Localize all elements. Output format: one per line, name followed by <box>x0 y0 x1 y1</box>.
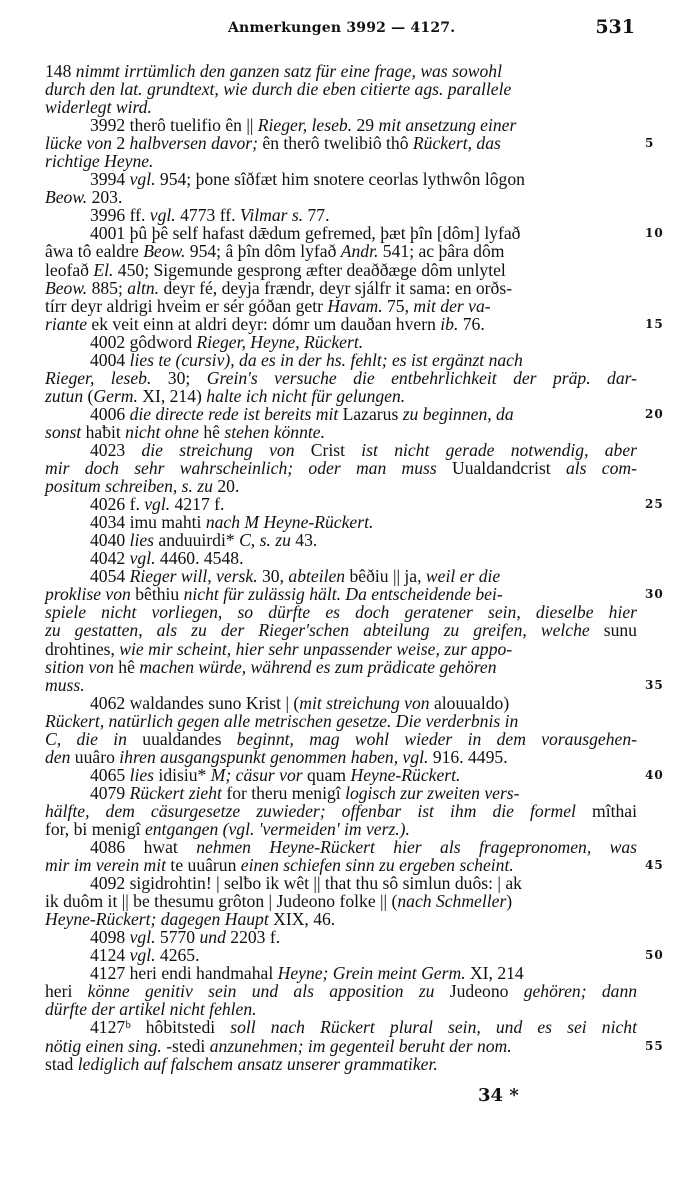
italic-segment: proklise von <box>45 584 131 605</box>
roman-segment: heri <box>45 981 88 1002</box>
text-line <box>45 1018 637 1036</box>
italic-segment: den <box>45 746 71 767</box>
roman-segment: 148 <box>45 61 76 81</box>
roman-segment: anduuirdi* <box>154 530 240 551</box>
italic-segment: ib. <box>440 313 459 334</box>
italic-segment: anzunehmen; im gegenteil beruht der nom. <box>209 1035 512 1056</box>
italic-segment: nötig einen sing. <box>45 1035 162 1056</box>
italic-segment: vgl. <box>149 205 176 226</box>
italic-segment: sition von <box>45 656 114 677</box>
italic-segment: Havam. <box>327 295 383 316</box>
line-number: 45 <box>645 858 664 873</box>
line-number: 25 <box>645 497 664 512</box>
text-line <box>45 764 664 785</box>
italic-segment: dürfte der artikel nicht fehlen. <box>45 999 257 1020</box>
running-title: Anmerkungen 3992 — 4127. <box>228 20 456 36</box>
line-number: 15 <box>645 316 664 331</box>
line-number: 20 <box>645 406 664 421</box>
roman-segment: ek veit einn at aldri deyr: dómr um dauðan hvern <box>87 313 441 334</box>
roman-segment: hê <box>113 656 140 677</box>
italic-segment: El. <box>93 259 114 280</box>
page-number: 531 <box>595 16 635 38</box>
italic-segment: Beow. <box>143 241 186 262</box>
roman-segment: 4124 <box>90 945 130 966</box>
roman-segment: 77. <box>303 205 330 226</box>
text-line <box>45 658 637 676</box>
italic-segment: die streichung von <box>141 439 295 460</box>
italic-segment: Rieger will, versk. <box>129 566 258 587</box>
text-line <box>45 261 637 279</box>
roman-segment: 4265. <box>155 945 200 966</box>
roman-segment: uualdandes <box>126 728 237 749</box>
line-number: 40 <box>645 767 664 782</box>
text-line <box>45 423 637 441</box>
text-line <box>45 567 637 585</box>
text-line <box>45 1035 664 1056</box>
italic-segment: halbversen davor; <box>129 133 259 154</box>
italic-segment: abteilen <box>288 566 346 587</box>
text-line <box>45 477 637 495</box>
roman-segment: 4004 <box>90 349 130 370</box>
italic-segment: Andr. <box>340 241 379 262</box>
italic-segment: durch den lat. grundtext, wie durch die eben citierte ags. parallele <box>45 79 512 100</box>
italic-segment: sonst <box>45 421 82 442</box>
text-line <box>45 98 637 116</box>
text-line <box>45 80 637 98</box>
italic-segment: nach Schmeller <box>397 891 507 912</box>
roman-segment: 4054 <box>90 566 130 587</box>
text-line <box>45 459 637 477</box>
italic-segment: lediglich auf falschem ansatz unserer grammatiker. <box>77 1053 438 1074</box>
italic-segment: die directe rede ist bereits mit <box>129 403 339 424</box>
italic-segment: riante <box>45 313 88 334</box>
italic-segment: C, s. zu <box>239 530 291 551</box>
roman-segment: 4001 þû þê self hafast dǣdum gefremed, þæt þîn [dôm] lyfað <box>90 223 521 244</box>
italic-segment: zutun <box>45 385 84 406</box>
italic-segment: einen schiefen sinn zu ergeben scheint. <box>240 855 514 876</box>
text-line <box>45 387 637 405</box>
text-line <box>45 820 637 838</box>
roman-segment: 885; <box>87 277 128 298</box>
roman-segment: 2 <box>111 133 130 154</box>
italic-segment: Heyne; Grein meint Germ. <box>277 963 466 984</box>
roman-segment: 3994 <box>90 169 130 190</box>
italic-segment: mir im verein mit <box>45 855 167 876</box>
italic-segment: altn. <box>127 277 160 298</box>
text-line <box>45 640 637 658</box>
text-line <box>45 621 637 639</box>
text-line <box>45 584 664 605</box>
roman-segment: 916. 4495. <box>428 746 508 767</box>
italic-segment: halte ich nicht für gelungen. <box>206 385 406 406</box>
italic-segment: machen würde, während es zum prädicate gehören <box>139 656 497 677</box>
roman-segment: 29 <box>352 115 379 136</box>
text-line <box>45 603 637 621</box>
text-line <box>45 297 637 315</box>
roman-segment: ) <box>506 891 513 912</box>
italic-segment: lies <box>129 764 155 785</box>
text-line <box>45 892 637 910</box>
text-line <box>45 441 637 459</box>
text-line <box>45 1055 637 1073</box>
roman-segment: 4042 <box>90 548 130 569</box>
roman-segment: 4065 <box>90 764 130 785</box>
italic-segment: lücke von <box>45 133 112 154</box>
text-line <box>45 874 637 892</box>
italic-segment: soll nach Rückert plural sein, und es sei nicht <box>230 1017 637 1038</box>
roman-segment: 76. <box>458 313 485 334</box>
italic-segment: M; cäsur vor <box>210 764 303 785</box>
text-line <box>45 188 637 206</box>
roman-segment: for, bi menigî <box>45 818 145 839</box>
italic-segment: Beow. <box>45 277 88 298</box>
signature-mark: 34 * <box>478 1085 519 1106</box>
roman-segment: alouualdo) <box>429 692 510 713</box>
roman-segment: 541; ac þâra dôm <box>378 241 505 262</box>
italic-segment: muss. <box>45 674 85 695</box>
italic-segment: zu gestatten, als zu der Rieger'schen abteilung zu greifen, welche <box>45 620 590 641</box>
roman-segment: ên therô twelibiô thô <box>258 133 413 154</box>
roman-segment: ( <box>83 385 94 406</box>
italic-segment: weil er die <box>425 566 501 587</box>
text-line <box>45 838 637 856</box>
text-line <box>45 549 637 567</box>
text-line <box>45 369 637 387</box>
italic-segment: nicht ohne <box>125 421 199 442</box>
roman-segment: XI, 214 <box>465 963 524 984</box>
italic-segment: stehen könnte. <box>224 421 325 442</box>
text-line <box>45 206 637 224</box>
italic-segment: lies te (cursiv), da es in der hs. fehlt; es ist ergänzt nach <box>129 349 523 370</box>
text-line <box>45 964 637 982</box>
text-line <box>45 748 637 766</box>
italic-segment: vgl. <box>129 548 156 569</box>
roman-segment: 954; â þîn dôm lyfað <box>185 241 341 262</box>
roman-segment: 30; <box>151 367 207 388</box>
text-line <box>45 513 637 531</box>
italic-segment: Rieger, Heyne, Rückert. <box>196 331 364 352</box>
roman-segment: 43. <box>290 530 318 551</box>
roman-segment: 20. <box>212 476 240 497</box>
page-header <box>0 14 687 44</box>
text-line <box>45 1000 637 1018</box>
line-number: 30 <box>645 587 664 602</box>
roman-segment: 4006 <box>90 403 130 424</box>
roman-segment: 4079 <box>90 782 130 803</box>
roman-segment: -stedi <box>161 1035 210 1056</box>
roman-segment: Judeono <box>434 981 524 1002</box>
roman-segment: 5770 <box>155 927 200 948</box>
text-line <box>45 242 637 260</box>
roman-segment: ik duôm it || be thesumu grôton | Judeono folke || ( <box>45 891 398 912</box>
italic-segment: Germ. <box>93 385 138 406</box>
italic-segment: Rieger, leseb. <box>45 367 152 388</box>
italic-segment: beginnt, mag wohl wieder in dem vorausgehen- <box>236 728 637 749</box>
roman-segment: leofað <box>45 259 94 280</box>
roman-segment: 4062 waldandes suno Krist | ( <box>90 692 300 713</box>
italic-segment: entgangen (vgl. 'vermeiden' im verz.). <box>144 818 410 839</box>
italic-segment: Grein's versuche die entbehrlichkeit der präp. dar- <box>206 367 637 388</box>
roman-segment: 4127 heri endi handmahal <box>90 963 278 984</box>
italic-segment: Rückert zieht <box>129 782 222 803</box>
roman-segment: 4127ᵇ hôbitstedi <box>90 1017 231 1038</box>
roman-segment: hê <box>198 421 225 442</box>
roman-segment: haƀit <box>81 421 126 442</box>
roman-segment: 4460. 4548. <box>155 548 244 569</box>
italic-segment: könne genitiv sein und als apposition zu <box>87 981 435 1002</box>
italic-segment: widerlegt wird. <box>45 97 152 118</box>
italic-segment: Heyne-Rückert. <box>350 764 461 785</box>
text-line <box>45 152 637 170</box>
italic-segment: und <box>199 927 226 948</box>
italic-segment: mit streichung von <box>299 692 430 713</box>
line-number: 5 <box>645 136 655 151</box>
text-line <box>45 170 637 188</box>
roman-segment: 4026 f. <box>90 494 145 515</box>
text-line <box>45 62 637 80</box>
italic-segment: Beow. <box>45 187 88 208</box>
roman-segment: 450; Sigemunde gesprong æfter deaððæge dôm unlytel <box>113 259 506 280</box>
text-line <box>45 945 664 966</box>
italic-segment: ist nicht gerade notwendig, aber <box>361 439 637 460</box>
text-line <box>45 694 637 712</box>
italic-segment: als com- <box>565 458 637 479</box>
text-line <box>45 855 664 876</box>
text-line <box>45 531 637 549</box>
roman-segment: mîthai <box>575 800 637 821</box>
roman-segment: quam <box>302 764 351 785</box>
roman-segment: stad <box>45 1053 78 1074</box>
italic-segment: lies <box>129 530 155 551</box>
italic-segment: logisch zur zweiten vers- <box>345 782 520 803</box>
italic-segment: richtige Heyne. <box>45 151 154 172</box>
text-line <box>45 279 637 297</box>
roman-segment: for theru menigî <box>221 782 346 803</box>
italic-segment: vgl. <box>129 945 156 966</box>
text-line <box>45 712 637 730</box>
text-line <box>45 116 637 134</box>
roman-segment: 4034 imu mahti <box>90 512 206 533</box>
italic-segment: spiele nicht vorliegen, so dürfte es doch geratener sein, dieselbe hier <box>45 602 637 623</box>
roman-segment: uuâro <box>70 746 120 767</box>
roman-segment: te uuârun <box>166 855 241 876</box>
roman-segment: idisiu* <box>154 764 211 785</box>
roman-segment: 4086 hwat <box>90 837 197 858</box>
line-number: 50 <box>645 948 664 963</box>
italic-segment: C, die in <box>45 728 127 749</box>
italic-segment: Rieger, leseb. <box>257 115 353 136</box>
roman-segment: deyr fé, deyja frændr, deyr sjálfr it sama: en orðs- <box>159 277 513 298</box>
roman-segment: bêthiu <box>130 584 184 605</box>
text-line <box>45 333 637 351</box>
text-line <box>45 802 637 820</box>
annotation-text <box>45 61 664 1074</box>
roman-segment: 4040 <box>90 530 130 551</box>
italic-segment: nimmt irrtümlich den ganzen satz für eine frage, was sowohl <box>75 61 502 81</box>
text-line <box>45 784 637 802</box>
text-line <box>45 674 664 695</box>
roman-segment: tírr deyr aldrigi hveim er sér góðan getr <box>45 295 328 316</box>
roman-segment: 954; þone sîðfæt him snotere ceorlas lythwôn lôgon <box>155 169 525 190</box>
italic-segment: Rückert, das <box>412 133 501 154</box>
italic-segment: gehören; dann <box>523 981 638 1002</box>
italic-segment: vgl. <box>129 169 156 190</box>
roman-segment: 3996 ff. <box>90 205 150 226</box>
italic-segment: zu beginnen, da <box>402 403 514 424</box>
text-line <box>45 133 655 154</box>
roman-segment: Lazarus <box>338 403 403 424</box>
roman-segment: 4092 sigidrohtin! | selƀo ik wêt || that thu sô simlun duôs: | ak <box>90 873 522 894</box>
italic-segment: vgl. <box>129 927 156 948</box>
roman-segment: 2203 f. <box>225 927 281 948</box>
roman-segment: 4002 gôdword <box>90 331 197 352</box>
text-line <box>45 313 664 334</box>
roman-segment: 3992 therô tuelifio ên || <box>90 115 258 136</box>
roman-segment: 4098 <box>90 927 130 948</box>
roman-segment: 75, <box>382 295 414 316</box>
roman-segment: 30, <box>257 566 289 587</box>
text-line <box>45 351 637 369</box>
italic-segment: mir doch sehr wahrscheinlich; oder man muss <box>45 458 437 479</box>
italic-segment: mit der va- <box>413 295 491 316</box>
text-line <box>45 223 664 244</box>
roman-segment: Crist <box>294 439 362 460</box>
text-line <box>45 403 664 424</box>
text-line <box>45 928 637 946</box>
roman-segment: 4023 <box>90 439 142 460</box>
line-number: 35 <box>645 677 664 692</box>
roman-segment: Uualdandcrist <box>436 458 566 479</box>
italic-segment: hälfte, dem cäsurgesetze zuwieder; offenbar ist ihm die formel <box>45 800 576 821</box>
roman-segment: XIX, 46. <box>268 909 336 930</box>
roman-segment: âwa tô ealdre <box>45 241 144 262</box>
italic-segment: Vilmar s. <box>239 205 304 226</box>
roman-segment: 4217 f. <box>170 494 225 515</box>
text-line <box>45 982 637 1000</box>
italic-segment: nehmen Heyne-Rückert hier als fragepronomen, was <box>196 837 638 858</box>
italic-segment: Rückert, natürlich gegen alle metrischen gesetze. Die verderbnis in <box>45 710 519 731</box>
roman-segment: sunu <box>589 620 637 641</box>
italic-segment: nach M Heyne-Rückert. <box>205 512 374 533</box>
roman-segment: bêðiu || ja, <box>345 566 426 587</box>
text-line <box>45 494 664 515</box>
italic-segment: ihren ausgangspunkt genommen haben, vgl. <box>119 746 429 767</box>
roman-segment: 203. <box>87 187 123 208</box>
text-line <box>45 730 637 748</box>
italic-segment: vgl. <box>144 494 171 515</box>
roman-segment: 4773 ff. <box>175 205 240 226</box>
italic-segment: Heyne-Rückert; dagegen Haupt <box>45 909 269 930</box>
italic-segment: positum schreiben, s. zu <box>45 476 213 497</box>
line-number: 10 <box>645 226 664 241</box>
text-line <box>45 910 637 928</box>
roman-segment: drohtines, <box>45 638 120 659</box>
roman-segment: XI, 214) <box>137 385 207 406</box>
italic-segment: wie mir scheint, hier sehr unpassender weise, zur appo- <box>119 638 513 659</box>
line-number: 55 <box>645 1038 664 1053</box>
italic-segment: mit ansetzung einer <box>378 115 517 136</box>
italic-segment: nicht für zulässig hält. Da entscheidende bei- <box>183 584 503 605</box>
